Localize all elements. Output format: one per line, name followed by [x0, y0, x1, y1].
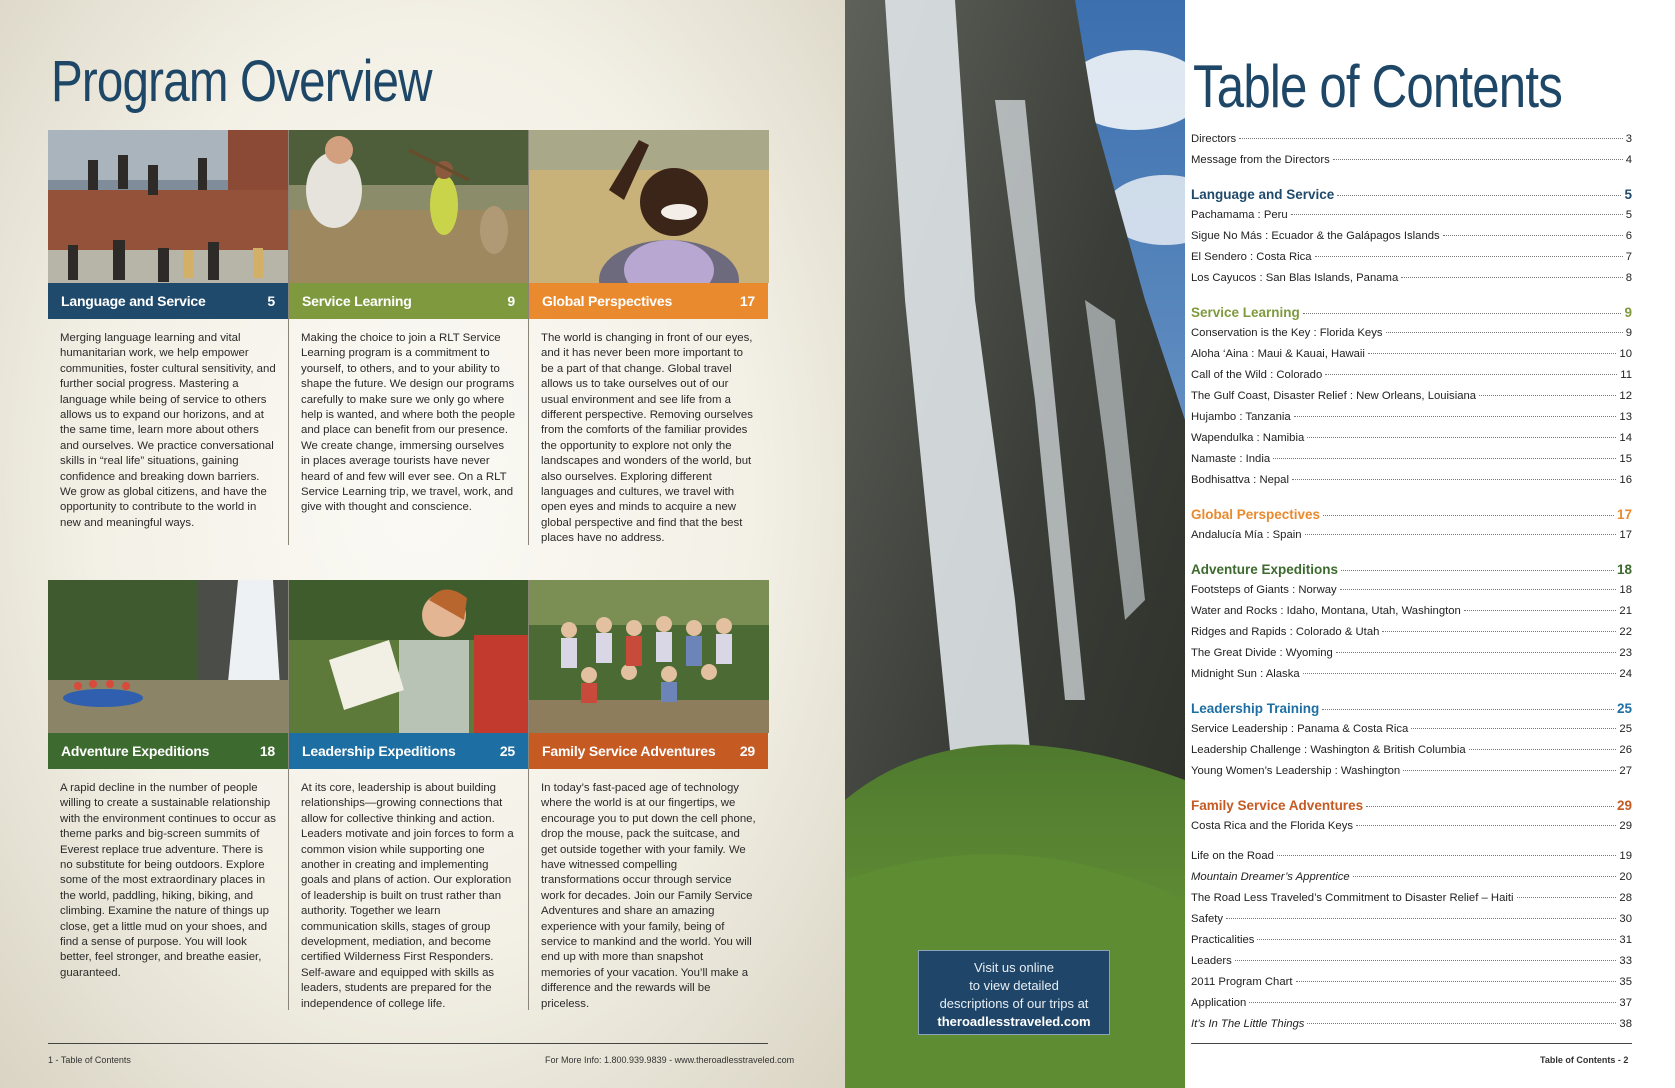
toc-entry-label: Conservation is the Key : Florida Keys [1191, 327, 1383, 339]
banner-page-number: 5 [267, 293, 275, 309]
toc-entry[interactable] [1191, 934, 1632, 955]
toc-entry[interactable] [1191, 626, 1632, 647]
banner-title: Global Perspectives [542, 293, 673, 309]
toc-entry-page: 37 [1619, 997, 1632, 1009]
toc-entry[interactable] [1191, 744, 1632, 765]
toc-leader-dots [1292, 479, 1616, 480]
toc-leader-dots [1403, 770, 1616, 771]
toc-entry-label: Pachamama : Peru [1191, 209, 1288, 221]
toc-entry[interactable] [1191, 892, 1632, 913]
toc-leader-dots [1341, 570, 1614, 571]
program-card-global-perspectives [528, 130, 768, 545]
toc-entry-label: Directors [1191, 133, 1237, 145]
toc-entry-label: Adventure Expeditions [1191, 562, 1339, 577]
visit-line-2: to view detailed [969, 978, 1059, 993]
toc-entry-label: Hujambo : Tanzania [1191, 411, 1291, 423]
toc-entry-label: The Road Less Traveled’s Commitment to Disaster Relief – Haiti [1191, 892, 1514, 904]
toc-leader-dots [1356, 825, 1616, 826]
toc-section-heading[interactable] [1191, 798, 1632, 820]
toc-leader-dots [1235, 960, 1617, 961]
toc-entry[interactable] [1191, 133, 1632, 154]
toc-entry-page: 26 [1619, 744, 1632, 756]
toc-leader-dots [1386, 332, 1623, 333]
toc-entry-label: Wapendulka : Namibia [1191, 432, 1305, 444]
toc-entry-label: Global Perspectives [1191, 507, 1321, 522]
toc-entry[interactable] [1191, 432, 1632, 453]
footer-divider-right [1191, 1043, 1632, 1044]
banner-title: Language and Service [61, 293, 206, 309]
toc-entry[interactable] [1191, 765, 1632, 786]
toc-entry-label: Midnight Sun : Alaska [1191, 668, 1300, 680]
photo-language-service [48, 130, 288, 283]
program-card-leadership [288, 580, 528, 1010]
photo-service-learning [289, 130, 529, 283]
toc-entry[interactable] [1191, 850, 1632, 871]
toc-entry[interactable] [1191, 976, 1632, 997]
toc-entry-page: 18 [1619, 584, 1632, 596]
toc-leader-dots [1303, 313, 1622, 314]
banner-page-number: 18 [259, 743, 275, 759]
banner-family-service-adventures [529, 733, 768, 769]
toc-entry[interactable] [1191, 230, 1632, 251]
banner-language-service [48, 283, 288, 319]
toc-entry-label: Safety [1191, 913, 1224, 925]
card-description: A rapid decline in the number of people willing to create a sustainable relationship with the environment continues to occur as theme parks and big-screen summits of Everest replace true adventure. There is no substitute for being outdoors. Explore some of the most extraordinary places in the world, paddling, hiking, biking, and climbing. Examine the nature of things up close, get a little mud on your shoes, and find a sense of purpose. You will look better, feel stronger, and breathe easier, guaranteed. [60, 782, 276, 979]
toc-entry[interactable] [1191, 605, 1632, 626]
toc-leader-dots [1307, 437, 1616, 438]
toc-entry[interactable] [1191, 1018, 1632, 1039]
toc-leader-dots [1401, 277, 1622, 278]
banner-title: Service Learning [302, 293, 412, 309]
program-card-language [48, 130, 288, 545]
toc-entry-label: Message from the Directors [1191, 154, 1330, 166]
toc-entry-page: 38 [1619, 1018, 1632, 1030]
toc-entry-label: Practicalities [1191, 934, 1255, 946]
toc-entry-label: Leadership Training [1191, 701, 1320, 716]
page-title: Program Overview [51, 49, 432, 114]
toc-leader-dots [1469, 749, 1617, 750]
toc-entry-label: Mountain Dreamer’s Apprentice [1191, 871, 1350, 883]
toc-leader-dots [1296, 981, 1617, 982]
toc-entry-page: 14 [1619, 432, 1632, 444]
visit-line-1: Visit us online [974, 960, 1054, 975]
toc-entry-page: 23 [1619, 647, 1632, 659]
toc-leader-dots [1333, 159, 1623, 160]
toc-entry[interactable] [1191, 390, 1632, 411]
toc-section-heading[interactable] [1191, 562, 1632, 584]
toc-entry-label: It’s In The Little Things [1191, 1018, 1305, 1030]
toc-entry-page: 12 [1619, 390, 1632, 402]
toc-leader-dots [1337, 195, 1621, 196]
toc-leader-dots [1273, 458, 1616, 459]
toc-entry-page: 5 [1625, 209, 1632, 221]
toc-leader-dots [1336, 652, 1617, 653]
photo-family-service-adventures [529, 580, 769, 733]
toc-entry[interactable] [1191, 997, 1632, 1018]
banner-service-learning [289, 283, 528, 319]
toc-entry-label: Family Service Adventures [1191, 798, 1364, 813]
toc-leader-dots [1307, 1023, 1616, 1024]
banner-page-number: 25 [499, 743, 515, 759]
toc-entry[interactable] [1191, 955, 1632, 976]
banner-page-number: 17 [739, 293, 755, 309]
toc-leader-dots [1257, 939, 1616, 940]
toc-entry-page: 31 [1619, 934, 1632, 946]
toc-entry[interactable] [1191, 529, 1632, 550]
toc-entry-page: 19 [1619, 850, 1632, 862]
toc-entry-page: 9 [1624, 305, 1632, 320]
toc-entry-label: Footsteps of Giants : Norway [1191, 584, 1337, 596]
program-card-service-learning [288, 130, 528, 545]
toc-entry-label: Leaders [1191, 955, 1232, 967]
toc-entry-page: 17 [1616, 507, 1632, 522]
toc-entry-label: Namaste : India [1191, 453, 1271, 465]
toc-entry-page: 17 [1619, 529, 1632, 541]
toc-entry[interactable] [1191, 668, 1632, 689]
toc-entry-page: 13 [1619, 411, 1632, 423]
toc-entry-page: 6 [1625, 230, 1632, 242]
banner-global-perspectives [529, 283, 768, 319]
toc-leader-dots [1277, 855, 1617, 856]
card-description: At its core, leadership is about building relationships—growing connections that allow for collective thinking and action. Leaders motivate and join forces to form a common vision while supporting one another in creating and implementing goals and plans of action. Our exploration of leadership is built on trust rather than authority. Together we learn communication skills, stages of group development, mediation, and become certified Wilderness First Responders. Self-aware and equipped with skills as leaders, students are prepared for the independence of college life. [301, 782, 514, 1010]
toc-entry-label: El Sendero : Costa Rica [1191, 251, 1312, 263]
toc-entry[interactable] [1191, 913, 1632, 934]
toc-leader-dots [1366, 806, 1614, 807]
program-card-family [528, 580, 768, 1010]
toc-entry-label: Ridges and Rapids : Colorado & Utah [1191, 626, 1380, 638]
footer-divider [48, 1043, 768, 1044]
toc-leader-dots [1479, 395, 1616, 396]
toc-leader-dots [1325, 374, 1617, 375]
toc-leader-dots [1368, 353, 1616, 354]
toc-leader-dots [1382, 631, 1616, 632]
toc-entry-page: 24 [1619, 668, 1632, 680]
toc-leader-dots [1464, 610, 1617, 611]
toc-entry-label: 2011 Program Chart [1191, 976, 1293, 988]
toc-title: Table of Contents [1193, 53, 1562, 120]
footer-page-label: 1 - Table of Contents [48, 1055, 131, 1065]
toc-entry-page: 7 [1625, 251, 1632, 263]
toc-leader-dots [1239, 138, 1623, 139]
toc-entry-label: Young Women’s Leadership : Washington [1191, 765, 1401, 777]
banner-page-number: 9 [507, 293, 515, 309]
card-description: Making the choice to join a RLT Service Learning program is a commitment to yourself, to others, and to your ability to shape the future. We design our programs carefully to make sure we only go where help is wanted, and where both the people and place can benefit from our presence. We create change, immersing ourselves in places average tourists have never heard of and few will ever see. On a RLT Service Learning trip, we travel, work, and give with thought and conscience. [301, 332, 516, 514]
footer-contact-info: For More Info: 1.800.939.9839 - www.theroadlesstraveled.com [545, 1055, 795, 1065]
toc-entry-page: 9 [1625, 327, 1632, 339]
toc-entry[interactable] [1191, 251, 1632, 272]
toc-entry-label: Los Cayucos : San Blas Islands, Panama [1191, 272, 1399, 284]
toc-entry-page: 25 [1619, 723, 1632, 735]
toc-entry-label: Sigue No Más : Ecuador & the Galápagos Islands [1191, 230, 1440, 242]
toc-leader-dots [1323, 515, 1614, 516]
toc-entry-label: Service Learning [1191, 305, 1300, 320]
toc-entry[interactable] [1191, 820, 1632, 841]
toc-entry[interactable] [1191, 453, 1632, 474]
toc-entry-label: Call of the Wild : Colorado [1191, 369, 1323, 381]
toc-entry[interactable] [1191, 474, 1632, 495]
table-of-contents [1191, 133, 1632, 1039]
toc-entry-label: Leadership Challenge : Washington & British Columbia [1191, 744, 1466, 756]
toc-entry-label: The Great Divide : Wyoming [1191, 647, 1333, 659]
toc-leader-dots [1303, 673, 1617, 674]
toc-entry[interactable] [1191, 584, 1632, 605]
toc-leader-dots [1443, 235, 1623, 236]
toc-section-heading[interactable] [1191, 305, 1632, 327]
toc-leader-dots [1353, 876, 1617, 877]
program-row-2 [48, 580, 768, 1010]
card-description: The world is changing in front of our eyes, and it has never been more important to be a part of that change. Global travel allows us to take ourselves out of our usual environment and see life from a different perspective. Removing ourselves from the comforts of the familiar provides the opportunity to explore not only the landscapes and wonders of the world, but also ourselves. Exploring different languages and cultures, we travel with open eyes and minds to acquire a new global perspective and find that the best places have no address. [541, 332, 753, 545]
toc-leader-dots [1411, 728, 1616, 729]
toc-entry[interactable] [1191, 209, 1632, 230]
card-description: Merging language learning and vital humanitarian work, we help empower communities, foster cultural sensitivity, and further social progress. Mastering a language while being of service to others allows us to expand our horizons, and at the same time, learn more about others and ourselves. We practice conversational skills in “real life” situations, gaining confidence and breaking down barriers. We grow as global citizens, and have the opportunity to contribute to the world in new and meaningful ways. [60, 332, 276, 529]
toc-entry-page: 22 [1619, 626, 1632, 638]
toc-entry-page: 29 [1616, 798, 1632, 813]
toc-entry[interactable] [1191, 327, 1632, 348]
toc-leader-dots [1249, 1002, 1616, 1003]
toc-entry-page: 28 [1619, 892, 1632, 904]
toc-entry-label: Costa Rica and the Florida Keys [1191, 820, 1354, 832]
toc-entry-page: 30 [1619, 913, 1632, 925]
toc-leader-dots [1291, 214, 1623, 215]
banner-title: Leadership Expeditions [302, 743, 456, 759]
photo-global-perspectives [529, 130, 769, 283]
toc-entry-label: Service Leadership : Panama & Costa Rica [1191, 723, 1409, 735]
program-card-adventure [48, 580, 288, 1010]
toc-entry[interactable] [1191, 272, 1632, 293]
card-description: In today’s fast-paced age of technology where the world is at our fingertips, we encourage you to put down the cell phone, drop the mouse, pack the suitcase, and get outside together with your family. We have witnessed compelling transformations occur through service work for decades. Join our Family Service Adventures and share an amazing experience with your family, being of service to mankind and the world. You will end up with more than snapshot memories of your vacation. You’ll make a difference and the rewards will be priceless. [541, 782, 756, 1010]
visit-line-3: descriptions of our trips at [939, 996, 1089, 1011]
toc-entry-label: The Gulf Coast, Disaster Relief : New Orleans, Louisiana [1191, 390, 1477, 402]
toc-entry[interactable] [1191, 369, 1632, 390]
toc-entry[interactable] [1191, 723, 1632, 744]
toc-leader-dots [1517, 897, 1617, 898]
toc-entry-page: 27 [1619, 765, 1632, 777]
toc-entry-page: 18 [1616, 562, 1632, 577]
visit-online-box [918, 950, 1110, 1035]
toc-leader-dots [1315, 256, 1623, 257]
toc-entry-page: 21 [1619, 605, 1632, 617]
waterfall-photo [845, 0, 1185, 1088]
website-link[interactable]: theroadlesstraveled.com [937, 1014, 1091, 1029]
photo-adventure-expeditions [48, 580, 288, 733]
toc-entry-page: 15 [1619, 453, 1632, 465]
toc-entry-label: Life on the Road [1191, 850, 1274, 862]
banner-leadership-expeditions [289, 733, 528, 769]
toc-section-heading[interactable] [1191, 187, 1632, 209]
toc-entry[interactable] [1191, 154, 1632, 175]
toc-leader-dots [1294, 416, 1617, 417]
toc-entry-label: Andalucía Mía : Spain [1191, 529, 1302, 541]
toc-entry-label: Aloha ‘Aina : Maui & Kauai, Hawaii [1191, 348, 1365, 360]
toc-leader-dots [1226, 918, 1616, 919]
toc-section-heading[interactable] [1191, 701, 1632, 723]
toc-leader-dots [1340, 589, 1617, 590]
photo-leadership-expeditions [289, 580, 529, 733]
toc-entry[interactable] [1191, 348, 1632, 369]
toc-entry-label: Water and Rocks : Idaho, Montana, Utah, Washington [1191, 605, 1461, 617]
toc-leader-dots [1305, 534, 1617, 535]
toc-entry-page: 16 [1619, 474, 1632, 486]
toc-entry-page: 8 [1625, 272, 1632, 284]
toc-entry-label: Application [1191, 997, 1247, 1009]
toc-entry[interactable] [1191, 411, 1632, 432]
footer-page-label-right: Table of Contents - 2 [1540, 1055, 1629, 1065]
banner-title: Adventure Expeditions [61, 743, 210, 759]
banner-page-number: 29 [739, 743, 755, 759]
toc-entry-page: 25 [1616, 701, 1632, 716]
toc-entry-page: 11 [1620, 369, 1632, 381]
toc-entry-page: 29 [1619, 820, 1632, 832]
toc-leader-dots [1322, 709, 1614, 710]
program-row-1 [48, 130, 768, 545]
toc-entry[interactable] [1191, 647, 1632, 668]
toc-section-heading[interactable] [1191, 507, 1632, 529]
toc-entry-page: 5 [1624, 187, 1632, 202]
toc-entry-page: 33 [1619, 955, 1632, 967]
toc-entry-page: 3 [1625, 133, 1632, 145]
banner-adventure-expeditions [48, 733, 288, 769]
toc-entry-page: 4 [1625, 154, 1632, 166]
toc-entry-label: Language and Service [1191, 187, 1335, 202]
toc-entry-page: 10 [1619, 348, 1632, 360]
toc-entry-page: 20 [1619, 871, 1632, 883]
toc-entry-label: Bodhisattva : Nepal [1191, 474, 1289, 486]
toc-entry-page: 35 [1619, 976, 1632, 988]
toc-entry[interactable] [1191, 871, 1632, 892]
banner-title: Family Service Adventures [542, 743, 716, 759]
